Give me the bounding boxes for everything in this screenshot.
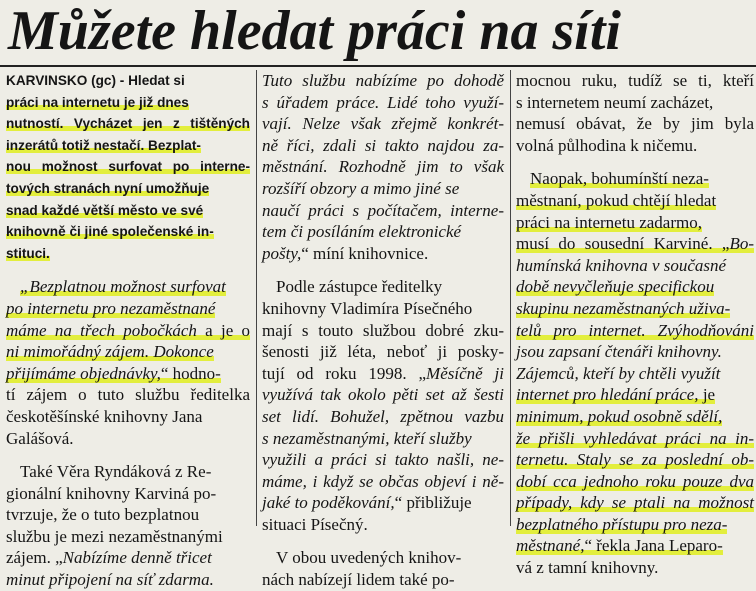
text-line [262, 341, 504, 363]
text-line [516, 233, 754, 255]
body-paragraph [516, 168, 754, 578]
text-run: Zájemců, kteří by chtěli využít [516, 363, 721, 383]
article-column-2 [262, 70, 504, 590]
text-line [262, 547, 504, 569]
text-run: skupinu nezaměstnaných uživa- [516, 298, 731, 318]
text-line [262, 113, 504, 135]
text-line: knihovně či jiné společenské in- [6, 224, 214, 240]
text-line [6, 298, 250, 320]
text-run: V obou uvedených knihov- [276, 548, 462, 568]
text-run: využívá tak okolo pěti set až šesti [262, 385, 504, 405]
text-line [516, 255, 754, 277]
text-run: zájem. „ [6, 548, 63, 568]
text-line [262, 363, 504, 385]
text-line: tových stranách nyní umožňuje [6, 180, 210, 196]
text-run: Měsíčně ji [426, 363, 504, 383]
text-run: Galášová. [6, 428, 74, 448]
paragraph-gap [262, 535, 504, 547]
text-run: telů pro internet. Zvýhodňováni [516, 320, 754, 340]
lead-paragraph [6, 70, 250, 264]
text-line [516, 320, 754, 342]
text-run: Také Věra Ryndáková z Re- [20, 462, 212, 482]
text-line [516, 428, 754, 450]
text-run: že přišli vyhledávat práci na in- [516, 428, 754, 448]
text-line [262, 221, 504, 243]
text-line [262, 569, 504, 591]
text-line [6, 406, 250, 428]
text-run: máme, i když se občas objeví i ně- [262, 471, 504, 491]
text-run: dobí cca jednoho roku pouze dva [516, 471, 754, 491]
text-run: je [698, 385, 716, 405]
article-column-1 [6, 70, 250, 590]
text-line [6, 363, 250, 385]
text-line [516, 471, 754, 493]
text-line: nou možnost surfovat po interne- [6, 159, 250, 175]
text-run: tvrzuje, že o tuto bezplatnou [6, 505, 200, 525]
text-line [516, 92, 754, 114]
text-line: nutností. Vycházet jen z tištěných [6, 116, 250, 132]
headline: Můžete hledat práci na síti [8, 0, 621, 62]
text-run: internet pro hledání práce, [516, 385, 699, 405]
text-line [262, 471, 504, 493]
text-run: českotěšínské knihovny Jana [6, 406, 203, 426]
text-run: ně říci, zdali si takto najdou za- [262, 135, 504, 155]
text-run: šenosti již léta, neboť ji posky- [262, 342, 504, 362]
text-run: Podle zástupce ředitelky [276, 277, 443, 297]
body-paragraph [262, 70, 504, 264]
text-run: s nezaměstnanými, kteří služby [262, 428, 472, 448]
text-run: využili a práci si takto našli, ne- [262, 450, 504, 470]
text-line [6, 320, 250, 342]
text-line [6, 526, 250, 548]
text-run: mocnou ruku, tudíž se ti, kteří [516, 71, 754, 90]
text-run: pošty, [262, 243, 302, 263]
text-line [262, 384, 504, 406]
text-run: ni mimořádný zájem. Dokonce [6, 342, 214, 362]
text-line [262, 428, 504, 450]
text-run: tí zájem o tuto službu ředitelka [6, 385, 250, 405]
text-run: „Bezplatnou možnost surfovat [20, 277, 226, 297]
text-line [516, 190, 754, 212]
text-line [6, 384, 250, 406]
text-run: městnaní, pokud chtějí hledat [516, 190, 717, 210]
text-run: přijímáme objednávky, [6, 363, 161, 383]
text-run: s internetem neumí zacházet, [516, 92, 714, 112]
text-run: jaké to poděkování, [262, 493, 395, 513]
text-run: městnání. Rozhodně jim to však [262, 157, 504, 177]
text-run: vá z tamní knihovny. [516, 558, 659, 578]
text-line: práci na internetu je již dnes [6, 94, 189, 110]
text-run: bezplatného přístupu pro neza- [516, 514, 728, 534]
text-line [516, 406, 754, 428]
text-run: a je o [196, 320, 250, 340]
text-line [262, 156, 504, 178]
text-run: set lidí. Bohužel, zpětnou vazbu [262, 406, 504, 426]
text-run: volná půlhodina k ničemu. [516, 135, 698, 155]
text-run: nemusí obávat, že by jim byla [516, 114, 754, 134]
text-line [262, 70, 504, 92]
text-run: případy, kdy se ptali na možnost [516, 493, 754, 513]
text-line [6, 341, 250, 363]
text-line: KARVINSKO (gc) - Hledat si [6, 73, 185, 88]
text-run: “ míní knihovnice. [301, 243, 429, 263]
text-line: stituci. [6, 245, 50, 261]
text-run: po internetu pro nezaměstnané [6, 298, 216, 318]
text-line [516, 341, 754, 363]
text-line [262, 320, 504, 342]
column-divider [510, 70, 511, 526]
body-paragraph [262, 276, 504, 535]
text-run: s úřadem práce. Lidé toho využí- [262, 92, 504, 112]
text-run: máme na třech pobočkách [6, 320, 197, 340]
paragraph-gap [516, 156, 754, 168]
text-run: mají s touto službou dobré zku- [262, 320, 504, 340]
text-run: ternetu. Staly se za poslední ob- [516, 450, 754, 470]
text-run: rozšíří obzory a mimo jiné se [262, 178, 460, 198]
paragraph-gap [262, 264, 504, 276]
text-line [262, 449, 504, 471]
text-line [262, 492, 504, 514]
text-line [516, 135, 754, 157]
text-line [516, 276, 754, 298]
text-run: službu je mezi nezaměstnanými [6, 526, 223, 546]
text-run: naučí práci s počítačem, interne- [262, 200, 504, 220]
text-run: gionální knihovny Karviná po- [6, 483, 217, 503]
text-run: knihovny Vladimíra Písečného [262, 298, 473, 318]
text-run: “ řekla Jana Leparo- [584, 536, 723, 556]
text-line [262, 406, 504, 428]
paragraph-gap [6, 449, 250, 461]
text-line [516, 492, 754, 514]
text-line [516, 298, 754, 320]
text-run: situaci Písečný. [262, 514, 368, 534]
text-line [516, 384, 754, 406]
headline-rule [0, 65, 756, 67]
text-run: Tuto službu nabízíme po dohodě [262, 71, 504, 90]
text-line [6, 569, 250, 591]
text-line: inzerátů totiž nestačí. Bezplat- [6, 137, 201, 153]
text-line [6, 483, 250, 505]
text-run: “ hodno- [160, 363, 221, 383]
text-line [262, 514, 504, 536]
text-run: práci na internetu zadarmo, [516, 212, 702, 232]
text-run: tují od roku 1998. „ [262, 363, 427, 383]
article-column-3 [516, 70, 754, 578]
text-run: tem či posíláním elektronické [262, 222, 462, 242]
text-line [262, 243, 504, 265]
text-line [262, 298, 504, 320]
text-run: minut připojení na síť zdarma. [6, 570, 214, 590]
text-line [516, 168, 754, 190]
text-line [516, 363, 754, 385]
text-run: jsou zapsaní čtenáři knihovny. [516, 342, 722, 362]
text-run: Nabízíme denně třicet [62, 548, 212, 568]
text-line [262, 135, 504, 157]
text-line [6, 428, 250, 450]
text-line [262, 178, 504, 200]
text-run: “ přibližuje [394, 493, 472, 513]
text-line [516, 113, 754, 135]
text-line: snad každé větší město ve své [6, 202, 204, 218]
body-paragraph [516, 70, 754, 156]
text-run: době nevyčleňuje specifickou [516, 277, 715, 297]
text-line [6, 276, 250, 298]
text-line [262, 92, 504, 114]
text-line [516, 535, 754, 557]
text-line [516, 514, 754, 536]
text-line [516, 449, 754, 471]
column-divider [256, 70, 257, 526]
text-line [262, 276, 504, 298]
text-line [516, 557, 754, 579]
text-line [516, 70, 754, 92]
text-line [6, 504, 250, 526]
text-run: nách nabízejí lidem také po- [262, 570, 455, 590]
text-run: minimum, pokud osobně sdělí, [516, 406, 723, 426]
text-run: městnané, [516, 536, 585, 556]
body-paragraph [262, 547, 504, 590]
text-line [262, 200, 504, 222]
text-line [516, 212, 754, 234]
text-run: humínská knihovna v současné [516, 255, 727, 275]
text-line [6, 461, 250, 483]
text-run: Naopak, bohumínští neza- [530, 169, 709, 189]
text-run: musí do sousední Karviné. „ [516, 234, 730, 254]
body-paragraph [6, 276, 250, 449]
text-run: vají. Nelze však zřejmě konkrét- [262, 114, 504, 134]
body-paragraph [6, 461, 250, 591]
text-line [6, 547, 250, 569]
paragraph-gap [6, 264, 250, 276]
text-run: Bo- [729, 234, 754, 254]
